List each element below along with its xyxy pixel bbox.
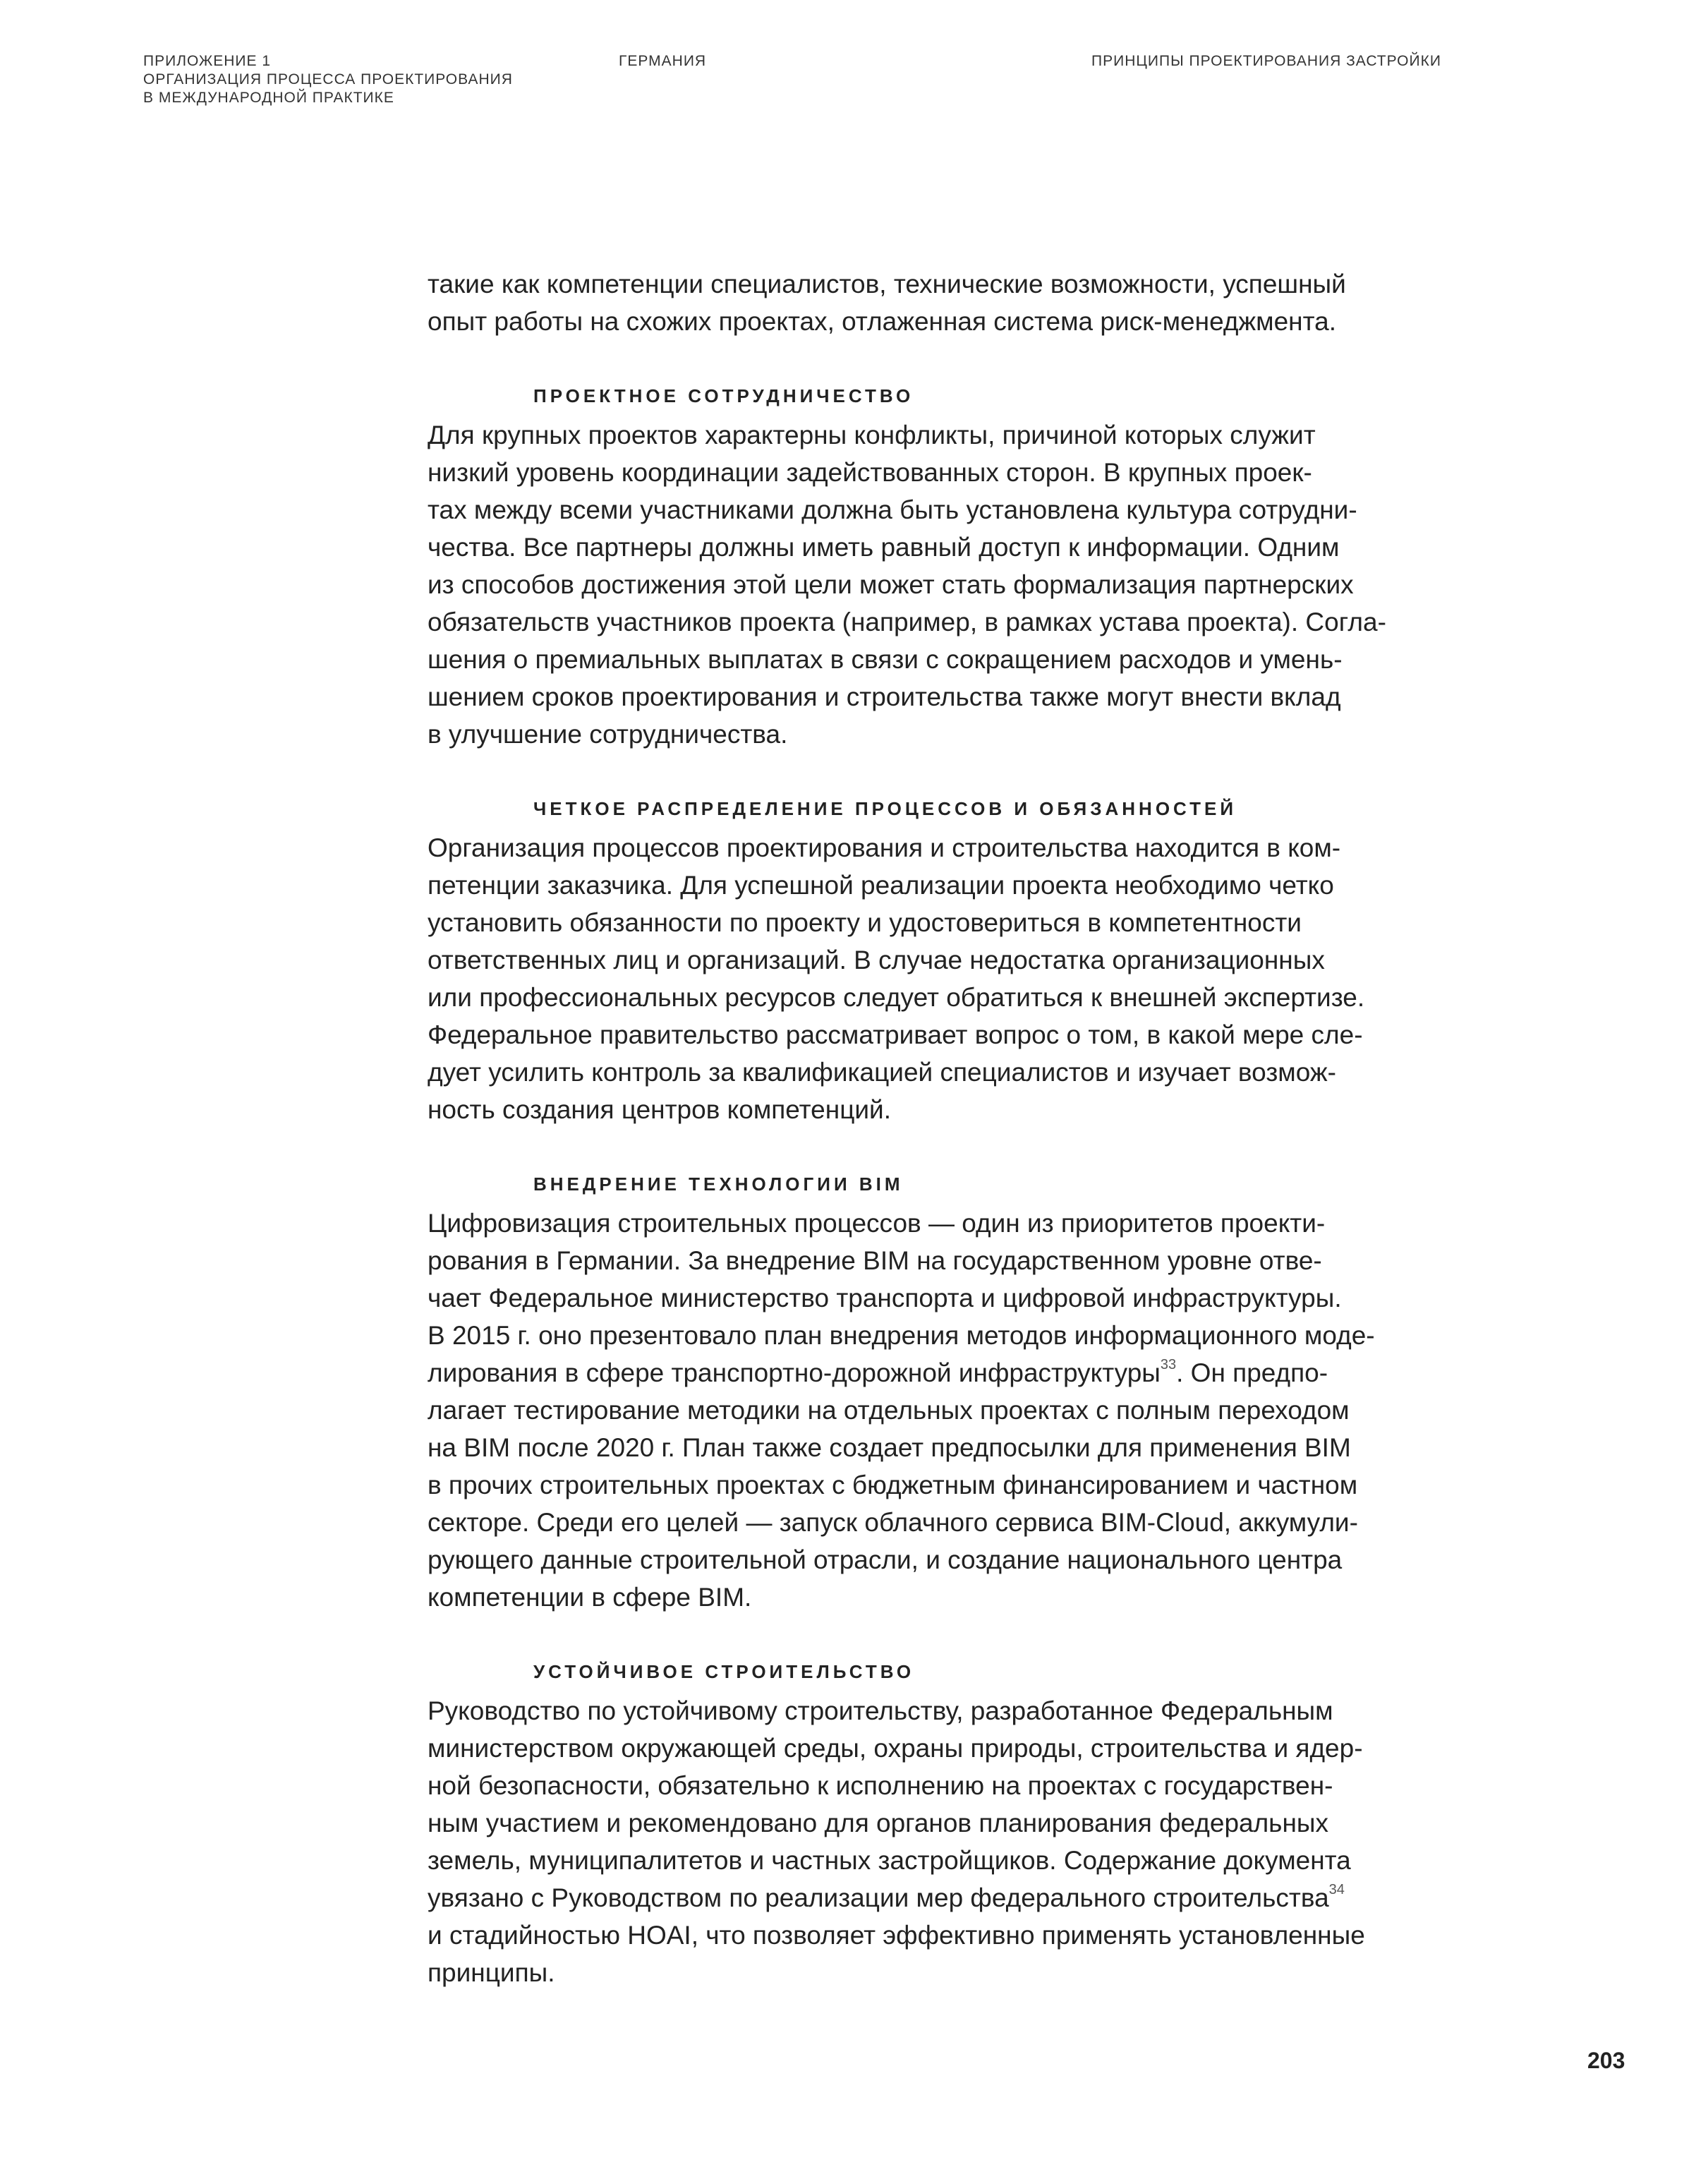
text-line: земель, муниципалитетов и частных застройщиков. Содержание документа xyxy=(428,1846,1351,1875)
section-paragraph xyxy=(428,1205,1542,1616)
text-line: шения о премиальных выплатах в связи с сокращением расходов и умень- xyxy=(428,645,1343,674)
text-line: секторе. Среди его целей — запуск облачного сервиса BIM-Cloud, аккумули- xyxy=(428,1508,1358,1537)
text-line: шением сроков проектирования и строительства также могут внести вклад xyxy=(428,682,1341,711)
running-header-right xyxy=(1091,52,1441,71)
text-line: лагает тестирование методики на отдельных проектах с полным переходом xyxy=(428,1396,1350,1425)
section-bim-adoption xyxy=(428,1172,1542,1616)
text-line: такие как компетенции специалистов, технические возможности, успешный xyxy=(428,270,1346,298)
running-header-chapter: ПРИНЦИПЫ ПРОЕКТИРОВАНИЯ ЗАСТРОЙКИ xyxy=(1091,53,1441,69)
text-line: дует усилить контроль за квалификацией специалистов и изучает возмож- xyxy=(428,1058,1336,1087)
running-header-left-line-1: ПРИЛОЖЕНИЕ 1 xyxy=(143,53,272,69)
text-line: на BIM после 2020 г. План также создает предпосылки для применения BIM xyxy=(428,1433,1351,1462)
text-line: в улучшение сотрудничества. xyxy=(428,720,788,749)
text-line: ответственных лиц и организаций. В случае недостатка организационных xyxy=(428,946,1325,974)
text-line: Организация процессов проектирования и строительства находится в ком- xyxy=(428,833,1341,862)
section-paragraph xyxy=(428,416,1542,753)
text-line: компетенции в сфере BIM. xyxy=(428,1583,752,1612)
text-line: из способов достижения этой цели может стать формализация партнерских xyxy=(428,570,1354,599)
intro-paragraph xyxy=(428,265,1542,340)
text-line: В 2015 г. оно презентовало план внедрения методов информационного моде- xyxy=(428,1321,1375,1350)
running-header-left xyxy=(143,52,513,107)
text-line: рования в Германии. За внедрение BIM на государственном уровне отве- xyxy=(428,1246,1322,1275)
text-line: чает Федеральное министерство транспорта и цифровой инфраструктуры. xyxy=(428,1284,1342,1312)
section-paragraph xyxy=(428,1692,1542,1991)
section-heading: ЧЕТКОЕ РАСПРЕДЕЛЕНИЕ ПРОЦЕССОВ И ОБЯЗАННОСТЕЙ xyxy=(533,798,1237,819)
footnote-line-tail: . Он предпо- xyxy=(1176,1358,1328,1387)
running-header-left-line-2: ОРГАНИЗАЦИЯ ПРОЦЕССА ПРОЕКТИРОВАНИЯ xyxy=(143,71,513,87)
text-line: Руководство по устойчивому строительству, разработанное Федеральным xyxy=(428,1696,1333,1725)
text-line: рующего данные строительной отрасли, и создание национального центра xyxy=(428,1545,1343,1574)
section-project-collaboration xyxy=(428,384,1542,753)
text-line: Федеральное правительство рассматривает вопрос о том, в какой мере сле- xyxy=(428,1020,1363,1049)
text-line: ность создания центров компетенций. xyxy=(428,1095,892,1124)
footnote-ref-34[interactable]: 34 xyxy=(1328,1882,1345,1897)
section-heading: ВНЕДРЕНИЕ ТЕХНОЛОГИИ BIM xyxy=(533,1173,904,1195)
section-heading: ПРОЕКТНОЕ СОТРУДНИЧЕСТВО xyxy=(533,385,914,406)
section-paragraph xyxy=(428,829,1542,1128)
running-header-center xyxy=(619,52,706,71)
page-number: 203 xyxy=(1587,2048,1625,2073)
running-header-left-line-3: В МЕЖДУНАРОДНОЙ ПРАКТИКЕ xyxy=(143,90,394,106)
text-line: Цифровизация строительных процессов — один из приоритетов проекти- xyxy=(428,1209,1326,1238)
section-sustainable-construction xyxy=(428,1660,1542,1991)
text-line: Для крупных проектов характерны конфликты, причиной которых служит xyxy=(428,421,1316,449)
text-line: ной безопасности, обязательно к исполнению на проектах с государствен- xyxy=(428,1771,1333,1800)
text-line: в прочих строительных проектах с бюджетным финансированием и частном xyxy=(428,1471,1358,1499)
text-line: или профессиональных ресурсов следует обратиться к внешней экспертизе. xyxy=(428,983,1365,1012)
running-header-country: ГЕРМАНИЯ xyxy=(619,53,707,69)
footnote-line-text: лирования в сфере транспортно-дорожной инфраструктуры xyxy=(428,1358,1161,1387)
footnote-line-text: увязано с Руководством по реализации мер федерального строительства xyxy=(428,1883,1329,1912)
text-line: установить обязанности по проекту и удостовериться в компетентности xyxy=(428,908,1302,937)
text-line-with-footnote xyxy=(428,1879,1542,1917)
text-line: петенции заказчика. Для успешной реализации проекта необходимо четко xyxy=(428,871,1334,900)
text-line: обязательств участников проекта (например, в рамках устава проекта). Согла- xyxy=(428,608,1386,636)
text-line: министерством окружающей среды, охраны природы, строительства и ядер- xyxy=(428,1734,1363,1763)
text-line-with-footnote xyxy=(428,1354,1542,1392)
text-line: и стадийностью HOAI, что позволяет эффективно применять установленные xyxy=(428,1921,1365,1950)
text-line: чества. Все партнеры должны иметь равный доступ к информации. Одним xyxy=(428,533,1340,562)
footnote-ref-33[interactable]: 33 xyxy=(1160,1357,1177,1372)
text-line: опыт работы на схожих проектах, отлаженная система риск-менеджмента. xyxy=(428,307,1337,336)
text-line: принципы. xyxy=(428,1958,555,1987)
text-line: ным участием и рекомендовано для органов планирования федеральных xyxy=(428,1809,1328,1837)
section-heading: УСТОЙЧИВОЕ СТРОИТЕЛЬСТВО xyxy=(533,1661,915,1682)
text-line: низкий уровень координации задействованных сторон. В крупных проек- xyxy=(428,458,1312,487)
section-clear-distribution xyxy=(428,797,1542,1128)
main-text-column xyxy=(428,265,1542,1991)
text-line: тах между всеми участниками должна быть установлена культура сотрудни- xyxy=(428,495,1357,524)
